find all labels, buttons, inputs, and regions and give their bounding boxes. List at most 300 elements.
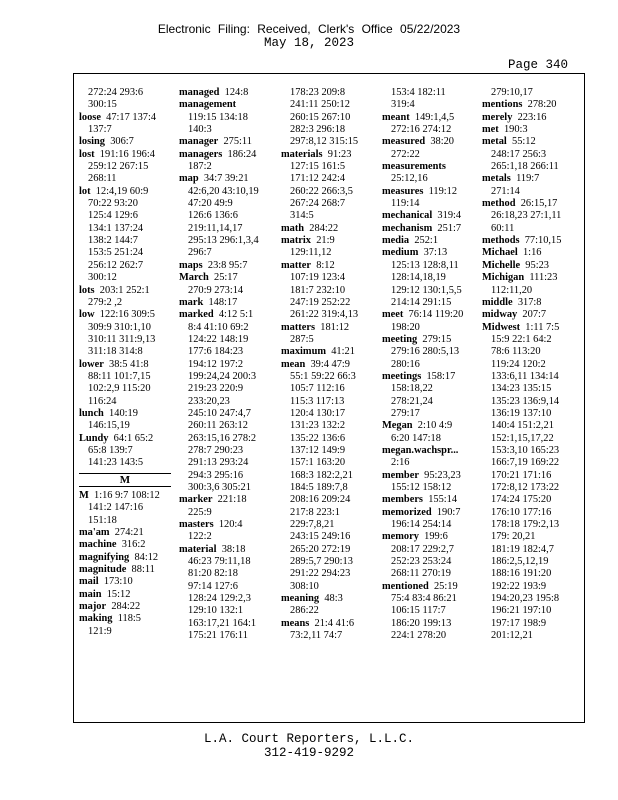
index-entry xyxy=(281,149,377,161)
index-entry xyxy=(79,112,175,124)
index-continuation-line: 263:15,16 278:2 xyxy=(188,432,257,444)
index-term: metal xyxy=(482,136,507,148)
index-continuation-line: 184:5 189:7,8 xyxy=(290,482,348,493)
index-entry xyxy=(382,420,478,432)
index-continuation-line: 179: 20,21 xyxy=(491,531,536,543)
page-line-refs: 4:12 5:1 xyxy=(218,309,254,321)
page-line-refs: 199:6 xyxy=(424,531,448,543)
index-continuation-line: 219:11,14,17 xyxy=(188,222,243,234)
index-term: managed xyxy=(179,87,220,98)
page-line-refs: 186:24 xyxy=(227,148,257,160)
index-continuation-line: 175:21 176:11 xyxy=(188,630,248,642)
index-entry xyxy=(179,494,275,506)
index-term: meet xyxy=(382,309,404,321)
index-continuation-line: 151:18 xyxy=(88,514,117,526)
index-term: methods xyxy=(482,235,520,247)
index-continuation-line: 106:15 117:7 xyxy=(391,605,446,617)
index-column-3 xyxy=(281,87,377,642)
index-continuation-line: 78:6 113:20 xyxy=(491,346,541,358)
page-line-refs: 140:19 xyxy=(109,407,138,419)
index-entry xyxy=(79,408,175,420)
index-continuation-line: 260:11 263:12 xyxy=(188,420,248,432)
index-entry xyxy=(482,124,578,136)
index-entry xyxy=(482,198,578,210)
page-line-refs: 8:12 xyxy=(316,259,335,271)
index-continuation-line: 265:1,18 266:11 xyxy=(491,161,559,173)
index-term: losing xyxy=(79,136,105,148)
index-continuation-line: 125:4 129:6 xyxy=(88,210,138,222)
page-line-refs: 275:11 xyxy=(223,136,252,148)
index-continuation-line: 107:19 123:4 xyxy=(290,272,346,284)
index-continuation-line: 295:13 296:1,3,4 xyxy=(188,235,259,247)
index-term: major xyxy=(79,601,107,613)
index-continuation-line: 268:11 xyxy=(88,173,117,185)
index-continuation-line: 70:22 93:20 xyxy=(88,198,138,210)
index-term: making xyxy=(79,613,113,625)
index-column-2 xyxy=(179,87,275,642)
index-continuation-line: 127:15 161:5 xyxy=(290,161,346,173)
index-entry xyxy=(179,136,275,148)
page-line-refs: 203:1 252:1 xyxy=(99,284,150,296)
index-continuation-line: 300:12 xyxy=(88,272,117,284)
page-line-refs: 148:17 xyxy=(208,296,238,308)
index-continuation-line: 186:20 199:13 xyxy=(391,617,452,629)
index-term: media xyxy=(382,235,410,247)
index-term: Michael xyxy=(482,247,518,259)
index-entry xyxy=(179,297,275,309)
index-term: maximum xyxy=(281,346,327,358)
index-term: magnitude xyxy=(79,564,127,576)
page-line-refs: 38:18 xyxy=(221,543,246,555)
index-continuation-line: 311:18 314:8 xyxy=(88,346,143,358)
index-continuation-line: 272:16 274:12 xyxy=(391,124,452,136)
index-term: Michigan xyxy=(482,272,525,284)
index-continuation-line: 245:10 247:4,7 xyxy=(188,407,251,419)
page-line-refs: 119:12 xyxy=(428,185,458,197)
index-continuation-line: 171:12 242:4 xyxy=(290,173,346,185)
index-entry xyxy=(382,334,478,346)
index-term: member xyxy=(382,469,419,481)
index-entry xyxy=(382,507,478,519)
index-continuation-line: 201:12,21 xyxy=(491,630,533,642)
page-line-refs: 38:20 xyxy=(430,136,454,148)
index-continuation-line: 176:10 177:16 xyxy=(491,506,552,518)
page-line-refs: 21:4 41:6 xyxy=(314,617,355,629)
index-continuation-line: 286:22 xyxy=(290,605,319,617)
index-continuation-line: 291:13 293:24 xyxy=(188,457,249,469)
index-continuation-line: 260:22 266:3,5 xyxy=(290,185,353,197)
index-entry xyxy=(79,490,175,502)
index-continuation-line: 297:8,12 315:15 xyxy=(290,136,359,148)
page-line-refs: 119:7 xyxy=(516,173,540,185)
index-term: megan.wachspr... xyxy=(382,444,459,456)
index-term: Michelle xyxy=(482,259,521,271)
index-continuation-line: 252:23 253:24 xyxy=(391,556,452,568)
index-term: matter xyxy=(281,259,311,271)
index-term: metals xyxy=(482,173,511,185)
index-continuation-line: 256:12 262:7 xyxy=(88,259,144,271)
index-term: map xyxy=(179,173,199,185)
index-continuation-line: 296:7 xyxy=(188,247,212,259)
court-reporter-phone: 312-419-9292 xyxy=(263,746,354,760)
index-continuation-line: 265:20 272:19 xyxy=(290,543,351,555)
index-continuation-line: 128:24 129:2,3 xyxy=(188,593,251,605)
index-continuation-line: 181:19 182:4,7 xyxy=(491,543,554,555)
page-line-refs: 1:16 9:7 108:12 xyxy=(94,490,160,501)
index-entry xyxy=(79,613,175,625)
index-continuation-line: 140:3 xyxy=(188,124,212,136)
index-term: lots xyxy=(79,284,95,296)
index-entry xyxy=(382,247,478,259)
index-entry xyxy=(179,309,275,321)
index-entry xyxy=(482,297,578,309)
index-entry xyxy=(79,136,175,148)
page-line-refs: 15:12 xyxy=(106,588,131,600)
index-continuation-line: 282:3 296:18 xyxy=(290,124,346,136)
index-term: mark xyxy=(179,296,204,308)
page-line-refs: 25:19 xyxy=(433,580,458,592)
index-continuation-line: 198:20 xyxy=(391,321,420,333)
page-line-refs: 88:11 xyxy=(131,564,155,576)
index-term: loose xyxy=(79,111,101,123)
index-entry xyxy=(79,186,175,198)
index-continuation-line: 121:9 xyxy=(88,625,112,637)
deposition-date: May 18, 2023 xyxy=(263,36,354,50)
index-continuation-line: 140:4 151:2,21 xyxy=(491,420,554,432)
page-line-refs: 2:10 4:9 xyxy=(417,420,453,432)
page-line-refs: 190:3 xyxy=(503,124,528,136)
index-continuation-line: 309:9 310:1,10 xyxy=(88,321,151,333)
index-continuation-line: 300:3,6 305:21 xyxy=(188,482,251,493)
index-entry xyxy=(281,618,377,630)
index-continuation-line: 259:12 267:15 xyxy=(88,161,149,173)
index-term: mechanical xyxy=(382,210,433,222)
index-continuation-line: 133:6,11 134:14 xyxy=(491,370,559,382)
index-continuation-line: 278:21,24 xyxy=(391,395,433,407)
index-entry xyxy=(79,527,175,539)
index-entry xyxy=(179,87,275,99)
index-continuation-line: 186:2,5,12,19 xyxy=(491,556,549,568)
index-term: meeting xyxy=(382,333,418,345)
index-continuation-line: 187:2 xyxy=(188,161,212,173)
index-entry xyxy=(79,433,175,445)
page-line-refs: 120:4 xyxy=(218,519,243,531)
index-continuation-line: 134:23 135:15 xyxy=(491,383,552,395)
index-term: magnifying xyxy=(79,551,130,563)
index-continuation-line: 192:22 193:9 xyxy=(491,580,547,592)
index-continuation-line: 248:17 256:3 xyxy=(491,148,547,160)
index-term: materials xyxy=(281,148,323,160)
index-continuation-line: 134:1 137:24 xyxy=(88,222,144,234)
index-term: merely xyxy=(482,111,513,123)
index-term: mechanism xyxy=(382,222,433,234)
index-continuation-line: 168:3 182:2,21 xyxy=(290,469,353,481)
index-term: machine xyxy=(79,539,117,551)
index-continuation-line: 112:11,20 xyxy=(491,284,533,296)
page-line-refs: 34:7 39:21 xyxy=(203,173,249,185)
page-line-refs: 39:4 47:9 xyxy=(310,358,350,370)
index-continuation-line: 214:14 291:15 xyxy=(391,296,452,308)
index-continuation-line: 129:12 130:1,5,5 xyxy=(391,284,462,296)
index-term: lower xyxy=(79,358,104,370)
index-continuation-line: 188:16 191:20 xyxy=(491,568,552,580)
page-line-refs: 77:10,15 xyxy=(524,235,562,247)
index-entry xyxy=(482,99,578,111)
page-line-refs: 155:14 xyxy=(428,494,458,506)
index-continuation-line: 279:10,17 xyxy=(491,87,533,98)
index-continuation-line: 2:16 xyxy=(391,457,410,469)
page-line-refs: 48:3 xyxy=(324,593,343,605)
index-entry xyxy=(79,589,175,601)
index-entry xyxy=(482,235,578,247)
page-line-refs: 91:23 xyxy=(327,148,352,160)
page-line-refs: 47:17 137:4 xyxy=(106,111,157,123)
index-continuation-line: 135:22 136:6 xyxy=(290,432,346,444)
index-entry xyxy=(281,593,377,605)
index-continuation-line: 15:9 22:1 64:2 xyxy=(491,333,552,345)
index-entry xyxy=(482,272,578,284)
index-continuation-line: 181:7 232:10 xyxy=(290,284,346,296)
index-entry xyxy=(179,272,275,284)
index-continuation-line: 155:12 158:12 xyxy=(391,482,452,493)
index-continuation-line: 146:15,19 xyxy=(88,420,130,432)
index-continuation-line: 153:3,10 165:23 xyxy=(491,444,560,456)
index-entry xyxy=(79,309,175,321)
index-continuation-line: 8:4 41:10 69:2 xyxy=(188,321,249,333)
index-continuation-line: 163:17,21 164:1 xyxy=(188,617,257,629)
index-continuation-line: 194:20,23 195:8 xyxy=(491,593,560,605)
index-term: members xyxy=(382,494,423,506)
index-entry xyxy=(281,260,377,272)
index-entry xyxy=(281,322,377,334)
index-continuation-line: 229:7,8,21 xyxy=(290,519,335,531)
index-continuation-line: 260:15 267:10 xyxy=(290,111,351,123)
index-continuation-line: 219:23 220:9 xyxy=(188,383,244,395)
index-entry xyxy=(79,285,175,297)
index-entry xyxy=(79,601,175,613)
index-continuation-line: 243:15 249:16 xyxy=(290,531,351,543)
index-entry xyxy=(179,173,275,185)
index-continuation-line: 241:11 250:12 xyxy=(290,99,350,111)
page-line-refs: 252:1 xyxy=(414,235,439,247)
index-term: managers xyxy=(179,148,223,160)
index-continuation-line: 278:7 290:23 xyxy=(188,444,244,456)
index-continuation-line: 157:1 163:20 xyxy=(290,457,346,469)
page-line-refs: 207:7 xyxy=(522,309,547,321)
index-continuation-line: 271:14 xyxy=(491,185,520,197)
index-continuation-line: 115:3 117:13 xyxy=(290,395,345,407)
index-continuation-line: 166:7,19 169:22 xyxy=(491,457,560,469)
index-continuation-line: 217:8 223:1 xyxy=(290,506,340,518)
index-term: meetings xyxy=(382,370,422,382)
index-continuation-line: 129:10 132:1 xyxy=(188,605,244,617)
index-term: medium xyxy=(382,247,419,259)
index-continuation-line: 272:24 293:6 xyxy=(88,87,144,98)
index-continuation-line: 129:11,12 xyxy=(290,247,332,259)
index-continuation-line: 25:12,16 xyxy=(391,173,428,185)
index-entry xyxy=(179,149,275,161)
index-continuation-line: 308:10 xyxy=(290,580,319,592)
index-entry xyxy=(482,173,578,185)
page-line-refs: 55:12 xyxy=(512,136,536,148)
index-continuation-line: 224:1 278:20 xyxy=(391,630,447,642)
index-continuation-line: 105:7 112:16 xyxy=(290,383,345,395)
index-continuation-line: 294:3 295:16 xyxy=(188,469,244,481)
index-continuation-line: 196:14 254:14 xyxy=(391,519,452,531)
index-column-4 xyxy=(382,87,478,642)
index-continuation-line: 310:11 311:9,13 xyxy=(88,333,156,345)
index-continuation-line: 81:20 82:18 xyxy=(188,568,238,580)
index-term: material xyxy=(179,543,217,555)
index-continuation-line: 119:24 120:2 xyxy=(491,358,546,370)
index-continuation-line: 135:23 136:9,14 xyxy=(491,395,560,407)
index-continuation-line: 194:12 197:2 xyxy=(188,358,244,370)
index-term: Midwest xyxy=(482,321,521,333)
index-entry xyxy=(382,210,478,222)
page-line-refs: 173:10 xyxy=(103,576,133,588)
index-continuation-line: 178:23 209:8 xyxy=(290,87,346,98)
index-continuation-line: 47:20 49:9 xyxy=(188,198,233,210)
index-entry xyxy=(482,309,578,321)
page-line-refs: 317:8 xyxy=(517,296,542,308)
index-entry xyxy=(179,260,275,272)
index-box xyxy=(73,73,585,723)
page-line-refs: 1:16 xyxy=(522,247,542,259)
index-continuation-line: 267:24 268:7 xyxy=(290,198,346,210)
index-continuation-line: 55:1 59:22 66:3 xyxy=(290,370,356,382)
index-entry xyxy=(79,149,175,161)
index-continuation-line: 141:23 143:5 xyxy=(88,457,144,469)
page-line-refs: 23:8 95:7 xyxy=(207,259,248,271)
index-entry xyxy=(79,552,175,564)
index-continuation-line: 6:20 147:18 xyxy=(391,432,441,444)
index-continuation-line: 172:8,12 173:22 xyxy=(491,482,560,493)
index-continuation-line: 153:5 251:24 xyxy=(88,247,144,259)
index-continuation-line: 124:22 148:19 xyxy=(188,333,249,345)
index-continuation-line: 46:23 79:11,18 xyxy=(188,556,251,568)
index-entry xyxy=(382,309,478,321)
index-continuation-line: 60:11 xyxy=(491,222,515,234)
index-term: midway xyxy=(482,309,518,321)
page-line-refs: 64:1 65:2 xyxy=(113,432,154,444)
index-continuation-line: 233:20,23 xyxy=(188,395,230,407)
index-entry xyxy=(382,186,478,198)
court-reporter-name: L.A. Court Reporters, L.L.C. xyxy=(203,732,415,746)
page-line-refs: 251:7 xyxy=(437,222,462,234)
index-entry xyxy=(482,112,578,124)
index-term: ma'am xyxy=(79,527,110,539)
index-term: memorized xyxy=(382,506,432,518)
page-line-refs: 41:21 xyxy=(331,346,355,358)
index-continuation-line: 261:22 319:4,13 xyxy=(290,309,359,321)
page-line-refs: 274:21 xyxy=(114,527,144,539)
index-entry xyxy=(482,247,578,259)
page-line-refs: 124:8 xyxy=(224,87,249,98)
page-line-refs: 278:20 xyxy=(527,99,557,111)
index-entry xyxy=(382,445,478,457)
index-entry xyxy=(179,544,275,556)
index-continuation-line: 270:9 273:14 xyxy=(188,284,244,296)
index-term: measured xyxy=(382,136,426,148)
index-term: manager xyxy=(179,136,219,148)
page-line-refs: 284:22 xyxy=(309,222,339,234)
index-continuation-line: 116:24 xyxy=(88,395,117,407)
index-continuation-line: 73:2,11 74:7 xyxy=(290,630,343,642)
index-term: M xyxy=(79,490,89,501)
page-line-refs: 95:23,23 xyxy=(424,469,461,481)
index-continuation-line: 131:23 132:2 xyxy=(290,420,346,432)
index-entry xyxy=(281,359,377,371)
page-line-refs: 191:16 196:4 xyxy=(99,148,155,160)
page-line-refs: 306:7 xyxy=(110,136,134,148)
index-continuation-line: 26:18,23 27:1,11 xyxy=(491,210,562,222)
page-line-refs: 190:7 xyxy=(436,506,461,518)
index-continuation-line: 42:6,20 43:10,19 xyxy=(188,185,259,197)
page-line-refs: 284:22 xyxy=(111,601,141,613)
index-continuation-line: 280:16 xyxy=(391,358,420,370)
page-line-refs: 26:15,17 xyxy=(520,198,558,210)
index-continuation-line: 319:4 xyxy=(391,99,415,111)
index-continuation-line: 279:16 280:5,13 xyxy=(391,346,460,358)
index-entry xyxy=(382,531,478,543)
index-continuation-line: 119:14 xyxy=(391,198,420,210)
index-term: low xyxy=(79,309,95,321)
index-term: Lundy xyxy=(79,432,109,444)
index-entry xyxy=(482,260,578,272)
page-line-refs: 279:15 xyxy=(422,333,452,345)
index-term: measurements xyxy=(382,161,446,173)
index-term: lost xyxy=(79,148,95,160)
page-line-refs: 316:2 xyxy=(121,539,146,551)
index-continuation-line: 208:17 229:2,7 xyxy=(391,543,454,555)
index-continuation-line: 88:11 101:7,15 xyxy=(88,370,151,382)
index-term: March xyxy=(179,272,209,284)
index-continuation-line: 137:12 149:9 xyxy=(290,444,346,456)
index-continuation-line: 97:14 127:6 xyxy=(188,580,238,592)
index-continuation-line: 119:15 134:18 xyxy=(188,111,248,123)
index-continuation-line: 287:5 xyxy=(290,333,314,345)
page-line-refs: 111:23 xyxy=(529,272,558,284)
index-continuation-line: 291:22 294:23 xyxy=(290,568,351,580)
index-continuation-line: 174:24 175:20 xyxy=(491,494,552,506)
index-entry xyxy=(79,539,175,551)
index-entry xyxy=(281,346,377,358)
index-continuation-line: 152:1,15,17,22 xyxy=(491,432,554,444)
index-continuation-line: 279:2 ,2 xyxy=(88,296,123,308)
index-continuation-line: 196:21 197:10 xyxy=(491,605,552,617)
index-continuation-line: 126:6 136:6 xyxy=(188,210,238,222)
index-term: met xyxy=(482,124,499,136)
index-continuation-line: 122:2 xyxy=(188,531,212,543)
index-continuation-line: 128:14,18,19 xyxy=(391,272,446,284)
index-term: math xyxy=(281,222,305,234)
page-line-refs: 319:4 xyxy=(437,210,462,222)
index-entry xyxy=(281,235,377,247)
index-term: lunch xyxy=(79,407,104,419)
index-entry xyxy=(382,470,478,482)
index-entry xyxy=(482,322,578,334)
page-line-refs: 37:13 xyxy=(423,247,448,259)
index-term: marker xyxy=(179,494,213,506)
index-continuation-line: 197:17 198:9 xyxy=(491,617,547,629)
index-term: means xyxy=(281,617,310,629)
index-entry xyxy=(281,223,377,235)
index-term: meaning xyxy=(281,593,320,605)
index-continuation-line: 268:11 270:19 xyxy=(391,568,451,580)
index-continuation-line: 279:17 xyxy=(391,407,420,419)
index-entry xyxy=(382,494,478,506)
filing-stamp: Electronic Filing: Received, Clerk's Office 05/22/2023 xyxy=(157,22,461,36)
